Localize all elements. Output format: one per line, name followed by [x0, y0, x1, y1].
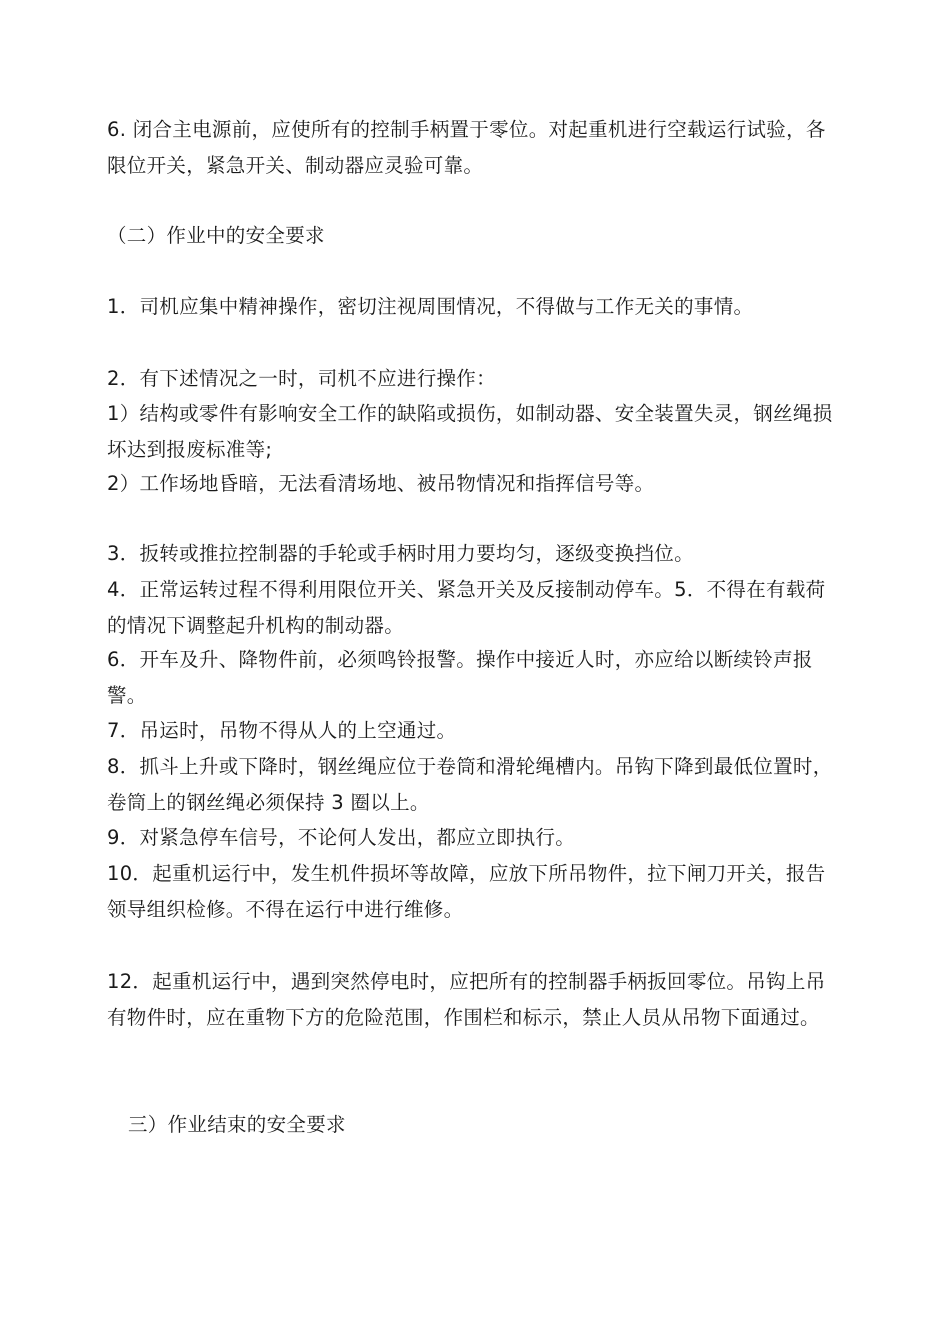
paragraph-item-9-emergency: 9．对紧急停车信号，不论何人发出，都应立即执行。: [107, 826, 576, 849]
paragraph-item-7-overhead: 7．吊运时，吊物不得从人的上空通过。: [107, 719, 457, 742]
paragraph-item-1-focus: 1．司机应集中精神操作，密切注视周围情况，不得做与工作无关的事情。: [107, 295, 754, 318]
paragraph-item-10-failure: 10．起重机运行中，发生机件损坏等故障，应放下所吊物件，拉下闸刀开关，报告领导组织检修。不得在运行中进行维修。: [107, 862, 826, 921]
paragraph-item-8-grab: 8．抓斗上升或下降时，钢丝绳应位于卷筒和滑轮绳槽内。吊钩下降到最低位置时，卷筒上的钢丝绳必须保持 3 圈以上。: [107, 755, 833, 814]
paragraph-item-6-power: 6. 闭合主电源前，应使所有的控制手柄置于零位。对起重机进行空载运行试验，各限位开关，紧急开关、制动器应灵验可靠。: [107, 118, 826, 177]
paragraph-item-4-5-stopping: 4．正常运转过程不得利用限位开关、紧急开关及反接制动停车。5．不得在有载荷的情况下调整起升机构的制动器。: [107, 578, 826, 637]
paragraph-item-3-controller: 3．扳转或推拉控制器的手轮或手柄时用力要均匀，逐级变换挡位。: [107, 542, 694, 565]
paragraph-item-6-bell: 6．开车及升、降物件前，必须鸣铃报警。操作中接近人时，亦应给以断续铃声报警。: [107, 648, 813, 707]
paragraph-subitem-1-defects: 1）结构或零件有影响安全工作的缺陷或损伤，如制动器、安全装置失灵，钢丝绳损坏达到报废标准等;: [107, 402, 833, 461]
paragraph-subitem-2-dark-site: 2）工作场地昏暗，无法看清场地、被吊物情况和指挥信号等。: [107, 472, 655, 495]
paragraph-item-12-power-outage: 12．起重机运行中，遇到突然停电时，应把所有的控制器手柄扳回零位。吊钩上吊有物件时，应在重物下方的危险范围，作围栏和标示，禁止人员从吊物下面通过。: [107, 970, 826, 1029]
section-heading-after-operation: 三）作业结束的安全要求: [128, 1113, 346, 1136]
paragraph-item-2-conditions: 2．有下述情况之一时，司机不应进行操作：: [107, 367, 496, 390]
section-heading-during-operation: （二）作业中的安全要求: [107, 224, 325, 247]
